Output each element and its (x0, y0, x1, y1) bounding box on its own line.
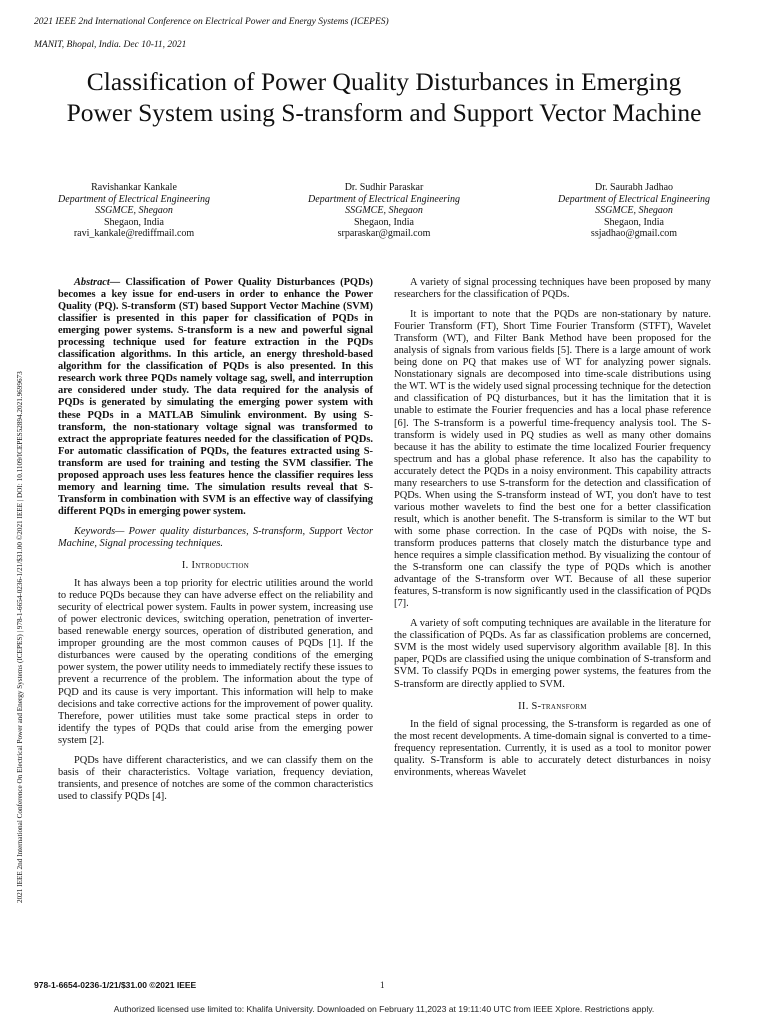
intro-paragraph: PQDs have different characteristics, and we can classify them on the basis of their characteristics. Voltage variation, frequency deviation, transients, and presence of notches are some of the common characteristics used to classify PQDs [4]. (58, 754, 373, 802)
conference-location: MANIT, Bhopal, India. Dec 10-11, 2021 (34, 39, 187, 50)
author-name: Dr. Sudhir Paraskar (344, 182, 424, 193)
intro-paragraph: It has always been a top priority for electric utilities around the world to reduce PQDs because they can have adverse effect on the reliability and security of electrical power system. Faults in power system, increasing use of power electronic devices, switching operation, penetration of inverter-based renewable energy sources, operation of distributed generation, and improper grounding are the most common causes of PQDs [1]. If the disturbances were caused by the operating conditions of the emerging power system, the power utility needs to immediately rectify these issues to prevent a recurrence of the problem. The information about the type of PQD and its cause is very important. This information will help to make decisions and take corrective actions for the improvement of power quality. Therefore, power utilities must take some practical steps in order to identify the types of PQDs that could arise from the emerging power system [2]. (58, 578, 373, 746)
margin-doi-note: 2021 IEEE 2nd International Conference On Electrical Power and Energy Systems (ICEPES) | 978-1-6654-0236-1/21/$31.00 ©2021 IEEE | DOI: 10.1109/ICEPES52894.2021.9699673 (16, 371, 24, 903)
author-email[interactable]: ravi_kankale@rediffmail.com (73, 228, 195, 240)
author-location: Shegaon, India (354, 216, 414, 228)
paper-title: Classification of Power Quality Disturbances in Emerging Power System using S-transform and Support Vector Machine (66, 67, 702, 127)
author-email[interactable]: ssjadhao@gmail.com (590, 228, 678, 240)
body-paragraph: It is important to note that the PQDs are non-stationary by nature. Fourier Transform (FT), Short Time Fourier Transform (STFT), Wavelet Transform (WT), and Filter Bank Method have been proposed for the analysis of signals from various fields [5]. There is a large amount of work being done on PQ that makes use of WT for analyzing power signals. Nonstationary signals are decomposed into time-scale distributions using the WT. WT is the widely used signal processing technique for the detection and classification of PQ disturbances, but it has the limitation that it is unable to estimate the Fourier frequencies and has a local phase reference [6]. The S-transform is a powerful time-frequency analysis tool. The S-transform is widely used in PQ studies as well as many other domains because it has the ability to estimate the time localized Fourier frequency spectrum and has a global phase reference. It also has the capability to accurately detect the PQDs in a noisy environment. This capability attracts many researchers to use S-transform for the detection and classification of PQDs. When using the S-transform instead of WT, you don't have to test various mother wavelets to find the best one for a better classification result, which is another benefit. The S-transform is similar to the WT but with some phase correction. In the case of PQDs with noise, the S-transform produces patterns that closely match the disturbance type and hence requires a simple classification method. By visualizing the contour of the S-transform one can classify the type of PQDs which is another advantage of the S-transform over WT. Because of all these superior features, S-transform is now significantly used in the classification of PQDs [7]. (394, 309, 711, 610)
author-organization: SSGMCE, Shegaon (595, 205, 673, 217)
section-heading-s-transform: II. S-transform (518, 700, 587, 712)
author-location: Shegaon, India (104, 216, 164, 228)
s-transform-paragraph: In the field of signal processing, the S-transform is regarded as one of the most recent developments. A time-domain signal is converted to a time-frequency representation. Currently, it is used as a tool to monitor power quality. S-Transform is able to accurately detect disturbances in noisy environments, whereas Wavelet (394, 718, 711, 778)
author-location: Shegaon, India (604, 216, 664, 228)
abstract (58, 277, 373, 518)
author-name: Dr. Saurabh Jadhao (594, 182, 674, 193)
abstract-label: Abstract— (74, 277, 121, 288)
author-block-1 (34, 182, 234, 240)
license-notice: Authorized licensed use limited to: Khalifa University. Downloaded on February 11,2023 at 19:11:40 UTC from IEEE Xplore. Restrictions apply. (113, 1004, 655, 1014)
right-column (394, 277, 711, 787)
author-email[interactable]: srparaskar@gmail.com (337, 228, 431, 240)
author-block-2 (284, 182, 484, 240)
author-organization: SSGMCE, Shegaon (95, 205, 173, 217)
author-name: Ravishankar Kankale (91, 182, 177, 193)
body-paragraph: A variety of soft computing techniques are available in the literature for the classification of PQDs. As far as classification problems are concerned, SVM is the most widely used supervisory algorithm available [8]. In this paper, PQDs are classified using the unique combination of S-transform and SVM. To classify PQDs in emerging power systems, the features from the S-transform are directly applied to SVM. (394, 618, 711, 690)
author-department: Department of Electrical Engineering (558, 193, 710, 205)
footer-isbn: 978-1-6654-0236-1/21/$31.00 ©2021 IEEE (34, 980, 197, 990)
author-department: Department of Electrical Engineering (58, 193, 210, 205)
author-organization: SSGMCE, Shegaon (345, 205, 423, 217)
left-column (58, 277, 373, 811)
page-number: 1 (380, 980, 385, 990)
body-paragraph: A variety of signal processing techniques have been proposed by many researchers for the classification of PQDs. (394, 277, 711, 301)
conference-name: 2021 IEEE 2nd International Conference on Electrical Power and Energy Systems (ICEPES) (34, 16, 389, 27)
keywords: Keywords— Power quality disturbances, S-transform, Support Vector Machine, Signal processing techniques. (58, 525, 373, 549)
section-heading-introduction: I. Introduction (181, 560, 250, 572)
author-block-3 (534, 182, 734, 240)
abstract-text: Classification of Power Quality Disturbances (PQDs) becomes a key issue for end-users in order to enhance the Power Quality (PQ). S-transform (ST) based Support Vector Machine (SVM) classifier is presented in this paper for classification of PQDs in emerging power systems. S-transform is a new and powerful signal processing technique used for feature extraction in the PQDs classification algorithms. In this article, an energy threshold-based algorithm for the classification of PQDs is also presented. In this research work three PQDs namely voltage sag, swell, and interruption are considered under study. The data required for the analysis of PQDs is generated by simulating the emerging power system with these PQDs in a MATLAB Simulink environment. By using S-transform, the non-stationary voltage signal was transformed to extract the appropriate features needed for the classification of PQDs. For automatic classification of PQDs, the features extracted using S-transform are used for training and testing the SVM classifier. The proposed approach uses less features hence the classifier requires less memory and learning time. The simulation results reveal that S-Transform in combination with SVM is an effective way of classifying different PQDs in emerging power system. (58, 277, 373, 517)
author-department: Department of Electrical Engineering (308, 193, 460, 205)
conference-header (34, 5, 389, 63)
